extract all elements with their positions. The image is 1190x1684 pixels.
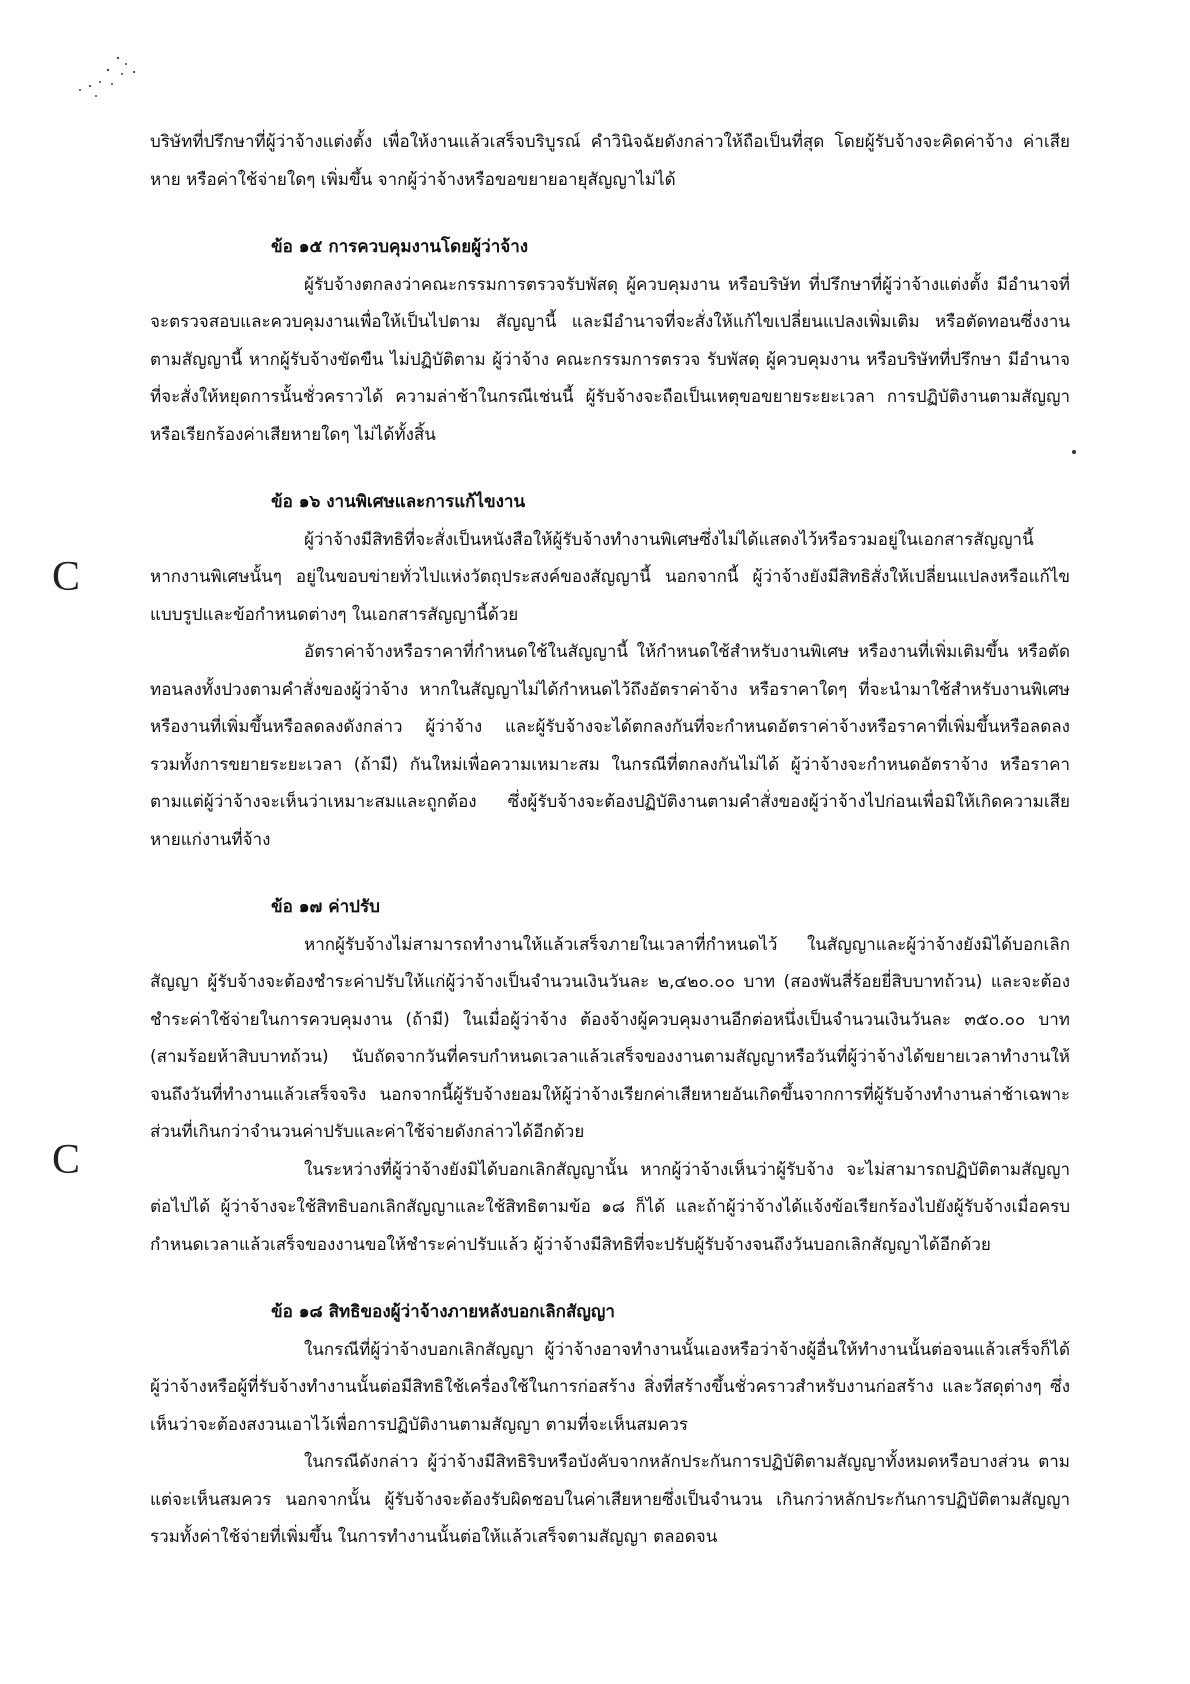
document-body — [150, 124, 1070, 1557]
margin-dot — [1072, 450, 1076, 454]
section-paragraph: ผู้ว่าจ้างมีสิทธิที่จะสั่งเป็นหนังสือให้ผู้รับจ้างทำงานพิเศษซึ่งไม่ได้แสดงไว้หรือรวมอยู่ในเอกสารสัญญานี้ หากงานพิเศษนั้นๆ อยู่ในขอบข่ายทั่วไปแห่งวัตถุประสงค์ของสัญญานี้ นอกจากนี้ ผู้ว่าจ้างยังมีสิทธิสั่งให้เปลี่ยนแปลงหรือแก้ไขแบบรูปและข้อกำหนดต่างๆ ในเอกสารสัญญานี้ด้วย — [150, 529, 1070, 625]
punch-hole-mark-lower: C — [52, 1137, 81, 1183]
section-paragraph: ในระหว่างที่ผู้ว่าจ้างยังมิได้บอกเลิกสัญญานั้น หากผู้ว่าจ้างเห็นว่าผู้รับจ้าง จะไม่สามารถปฏิบัติตามสัญญาต่อไปได้ ผู้ว่าจ้างจะใช้สิทธิบอกเลิกสัญญาและใช้สิทธิตามข้อ ๑๘ ก็ได้ และถ้าผู้ว่าจ้างได้แจ้งข้อเรียกร้องไปยังผู้รับจ้างเมื่อครบกำหนดเวลาแล้วเสร็จของงานขอให้ชำระค่าปรับแล้ว ผู้ว่าจ้างมีสิทธิที่จะปรับผู้รับจ้างจนถึงวันบอกเลิกสัญญาได้อีกด้วย — [150, 1159, 1070, 1255]
section-heading: ข้อ ๑๕ การควบคุมงานโดยผู้ว่าจ้าง — [271, 237, 529, 257]
section-16 — [150, 484, 1070, 859]
section-18 — [150, 1294, 1070, 1557]
scan-speckle-marks — [60, 50, 160, 120]
section-15 — [150, 229, 1070, 454]
section-heading: ข้อ ๑๖ งานพิเศษและการแก้ไขงาน — [271, 492, 526, 512]
intro-paragraph: บริษัทที่ปรึกษาที่ผู้ว่าจ้างแต่งตั้ง เพื่อให้งานแล้วเสร็จบริบูรณ์ คำวินิจฉัยดังกล่าวให้ถือเป็นที่สุด โดยผู้รับจ้างจะคิดค่าจ้าง ค่าเสียหาย หรือค่าใช้จ่ายใดๆ เพิ่มขึ้น จากผู้ว่าจ้างหรือขอขยายอายุสัญญาไม่ได้ — [150, 132, 1070, 190]
section-heading: ข้อ ๑๘ สิทธิของผู้ว่าจ้างภายหลังบอกเลิกสัญญา — [271, 1302, 615, 1322]
section-paragraph: ในกรณีดังกล่าว ผู้ว่าจ้างมีสิทธิริบหรือบังคับจากหลักประกันการปฏิบัติตามสัญญาทั้งหมดหรือบางส่วน ตามแต่จะเห็นสมควร นอกจากนั้น ผู้รับจ้างจะต้องรับผิดชอบในค่าเสียหายซึ่งเป็นจำนวน เกินกว่าหลักประกันการปฏิบัติตามสัญญา รวมทั้งค่าใช้จ่ายที่เพิ่มขึ้น ในการทำงานนั้นต่อให้แล้วเสร็จตามสัญญา ตลอดจน — [150, 1452, 1070, 1547]
punch-hole-mark-upper: C — [52, 554, 81, 600]
section-paragraph: หากผู้รับจ้างไม่สามารถทำงานให้แล้วเสร็จภายในเวลาที่กำหนดไว้ ในสัญญาและผู้ว่าจ้างยังมิได้บอกเลิกสัญญา ผู้รับจ้างจะต้องชำระค่าปรับให้แก่ผู้ว่าจ้างเป็นจำนวนเงินวันละ ๒,๔๒๐.๐๐ บาท (สองพันสี่ร้อยยี่สิบบาทถ้วน) และจะต้องชำระค่าใช้จ่ายในการควบคุมงาน (ถ้ามี) ในเมื่อผู้ว่าจ้าง ต้องจ้างผู้ควบคุมงานอีกต่อหนึ่งเป็นจำนวนเงินวันละ ๓๕๐.๐๐ บาท (สามร้อยห้าสิบบาทถ้วน) นับถัดจากวันที่ครบกำหนดเวลาแล้วเสร็จของงานตามสัญญาหรือวันที่ผู้ว่าจ้างได้ขยายเวลาทำงานให้ จนถึงวันที่ทำงานแล้วเสร็จจริง นอกจากนี้ผู้รับจ้างยอมให้ผู้ว่าจ้างเรียกค่าเสียหายอันเกิดขึ้นจากการที่ผู้รับจ้างทำงานล่าช้าเฉพาะส่วนที่เกินกว่าจำนวนค่าปรับและค่าใช้จ่ายดังกล่าวได้อีกด้วย — [150, 934, 1070, 1142]
section-paragraph: อัตราค่าจ้างหรือราคาที่กำหนดใช้ในสัญญานี้ ให้กำหนดใช้สำหรับงานพิเศษ หรืองานที่เพิ่มเติมขึ้น หรือตัดทอนลงทั้งปวงตามคำสั่งของผู้ว่าจ้าง หากในสัญญาไม่ได้กำหนดไว้ถึงอัตราค่าจ้าง หรือราคาใดๆ ที่จะนำมาใช้สำหรับงานพิเศษหรืองานที่เพิ่มขึ้นหรือลดลงดังกล่าว ผู้ว่าจ้าง และผู้รับจ้างจะได้ตกลงกันที่จะกำหนดอัตราค่าจ้างหรือราคาที่เพิ่มขึ้นหรือลดลง รวมทั้งการขยายระยะเวลา (ถ้ามี) กันใหม่เพื่อความเหมาะสม ในกรณีที่ตกลงกันไม่ได้ ผู้ว่าจ้างจะกำหนดอัตราจ้าง หรือราคาตามแต่ผู้ว่าจ้างจะเห็นว่าเหมาะสมและถูกต้อง ซึ่งผู้รับจ้างจะต้องปฏิบัติงานตามคำสั่งของผู้ว่าจ้างไปก่อนเพื่อมิให้เกิดความเสียหายแก่งานที่จ้าง — [150, 642, 1070, 850]
section-paragraph: ในกรณีที่ผู้ว่าจ้างบอกเลิกสัญญา ผู้ว่าจ้างอาจทำงานนั้นเองหรือว่าจ้างผู้อื่นให้ทำงานนั้นต่อจนแล้วเสร็จก็ได้ ผู้ว่าจ้างหรือผู้ที่รับจ้างทำงานนั้นต่อมีสิทธิใช้เครื่องใช้ในการก่อสร้าง สิ่งที่สร้างขึ้นชั่วคราวสำหรับงานก่อสร้าง และวัสดุต่างๆ ซึ่งเห็นว่าจะต้องสงวนเอาไว้เพื่อการปฏิบัติงานตามสัญญา ตามที่จะเห็นสมควร — [150, 1339, 1070, 1435]
section-paragraph: ผู้รับจ้างตกลงว่าคณะกรรมการตรวจรับพัสดุ ผู้ควบคุมงาน หรือบริษัท ที่ปรึกษาที่ผู้ว่าจ้างแต่งตั้ง มีอำนาจที่จะตรวจสอบและควบคุมงานเพื่อให้เป็นไปตาม สัญญานี้ และมีอำนาจที่จะสั่งให้แก้ไขเปลี่ยนแปลงเพิ่มเติม หรือตัดทอนซึ่งงานตามสัญญานี้ หากผู้รับจ้างขัดขืน ไม่ปฏิบัติตาม ผู้ว่าจ้าง คณะกรรมการตรวจ รับพัสดุ ผู้ควบคุมงาน หรือบริษัทที่ปรึกษา มีอำนาจ ที่จะสั่งให้หยุดการนั้นชั่วคราวได้ ความล่าช้าในกรณีเช่นนี้ ผู้รับจ้างจะถือเป็นเหตุขอขยายระยะเวลา การปฏิบัติงานตามสัญญาหรือเรียกร้องค่าเสียหายใดๆ ไม่ได้ทั้งสิ้น — [150, 274, 1070, 445]
section-17 — [150, 889, 1070, 1264]
section-heading: ข้อ ๑๗ ค่าปรับ — [271, 897, 380, 917]
